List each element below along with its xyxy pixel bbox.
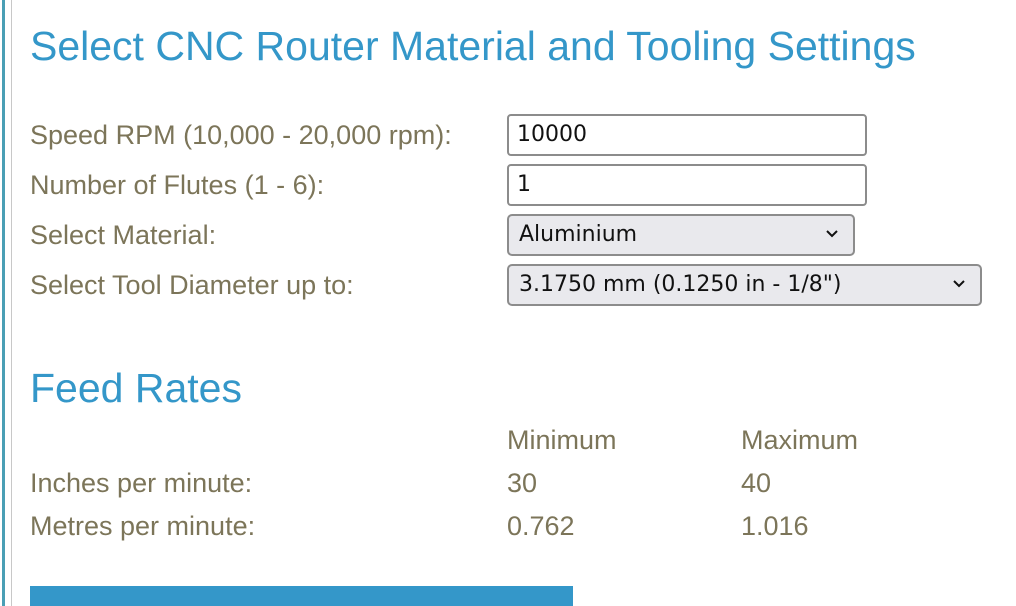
metres-per-minute-label: Metres per minute: [30, 511, 256, 541]
inches-per-minute-label: Inches per minute: [30, 468, 253, 498]
feed-rates-heading: Feed Rates [30, 365, 242, 411]
inches-per-minute-max: 40 [741, 468, 772, 498]
page-title: Select CNC Router Material and Tooling Settings [30, 23, 916, 69]
minimum-column-header: Minimum [507, 425, 617, 455]
speed-rpm-label: Speed RPM (10,000 - 20,000 rpm): [30, 120, 452, 150]
inches-per-minute-min: 30 [507, 468, 538, 498]
tool-diameter-select-value: 3.1750 mm (0.1250 in - 1/8") [519, 272, 842, 297]
material-select-value: Aluminium [519, 222, 638, 247]
tool-diameter-select[interactable] [507, 264, 982, 306]
speed-rpm-input[interactable]: 10000 [507, 114, 867, 156]
maximum-column-header: Maximum [741, 425, 859, 455]
metres-per-minute-max: 1.016 [741, 511, 809, 541]
material-label: Select Material: [30, 220, 217, 250]
flutes-input[interactable]: 1 [507, 164, 867, 206]
left-border-accent [2, 0, 5, 606]
accent-bar [30, 586, 573, 606]
material-select[interactable] [507, 214, 855, 256]
metres-per-minute-min: 0.762 [507, 511, 575, 541]
tool-diameter-label: Select Tool Diameter up to: [30, 270, 354, 300]
flutes-label: Number of Flutes (1 - 6): [30, 170, 325, 200]
chevron-down-icon [952, 279, 966, 289]
left-border-divider [11, 0, 12, 606]
chevron-down-icon [825, 229, 839, 239]
